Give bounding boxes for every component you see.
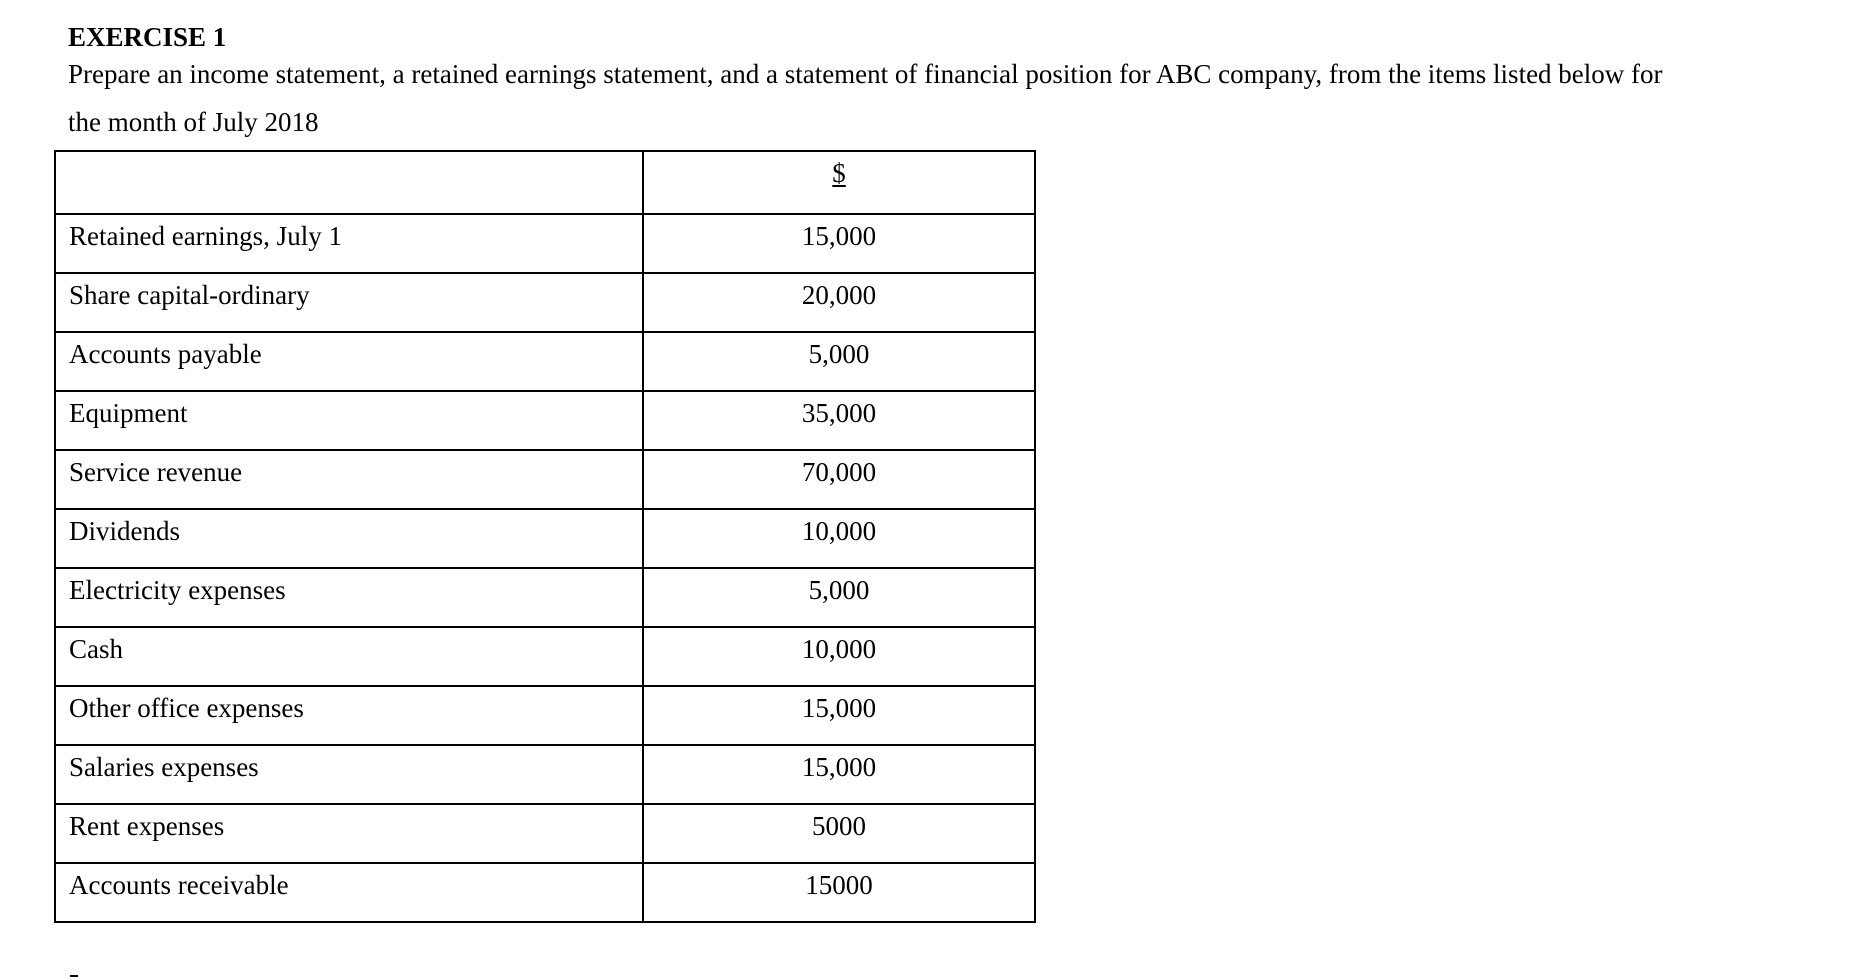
row-label: Accounts receivable [55,863,643,922]
row-label: Accounts payable [55,332,643,391]
table-row [55,214,1035,273]
row-value: 10,000 [643,627,1035,686]
row-label: Retained earnings, July 1 [55,214,643,273]
row-value: 5,000 [643,332,1035,391]
currency-symbol: $ [832,158,846,188]
row-label: Cash [55,627,643,686]
row-label: Dividends [55,509,643,568]
table-row [55,745,1035,804]
row-label: Equipment [55,391,643,450]
page-cut-mark [70,975,78,977]
header-label-cell [55,151,643,214]
row-value: 5,000 [643,568,1035,627]
header-currency-cell [643,151,1035,214]
table-row [55,804,1035,863]
table-row [55,863,1035,922]
row-value: 5000 [643,804,1035,863]
exercise-instructions [68,50,1848,146]
table-header-row [55,151,1035,214]
row-label: Salaries expenses [55,745,643,804]
instructions-line-2: the month of July 2018 [68,107,319,137]
row-value: 15000 [643,863,1035,922]
row-label: Other office expenses [55,686,643,745]
row-value: 10,000 [643,509,1035,568]
row-label: Service revenue [55,450,643,509]
table-row [55,627,1035,686]
exercise-heading: EXERCISE 1 [68,22,227,52]
table-row [55,686,1035,745]
table-row [55,450,1035,509]
row-value: 20,000 [643,273,1035,332]
table-row [55,568,1035,627]
row-value: 15,000 [643,214,1035,273]
instructions-line-1: Prepare an income statement, a retained earnings statement, and a statement of financial position for ABC company, from the items listed below for [68,59,1663,89]
table-row [55,273,1035,332]
row-value: 35,000 [643,391,1035,450]
row-label: Electricity expenses [55,568,643,627]
row-value: 70,000 [643,450,1035,509]
table-row [55,332,1035,391]
row-label: Share capital-ordinary [55,273,643,332]
row-value: 15,000 [643,745,1035,804]
items-table [54,150,1036,923]
row-value: 15,000 [643,686,1035,745]
table-row [55,391,1035,450]
table-row [55,509,1035,568]
row-label: Rent expenses [55,804,643,863]
